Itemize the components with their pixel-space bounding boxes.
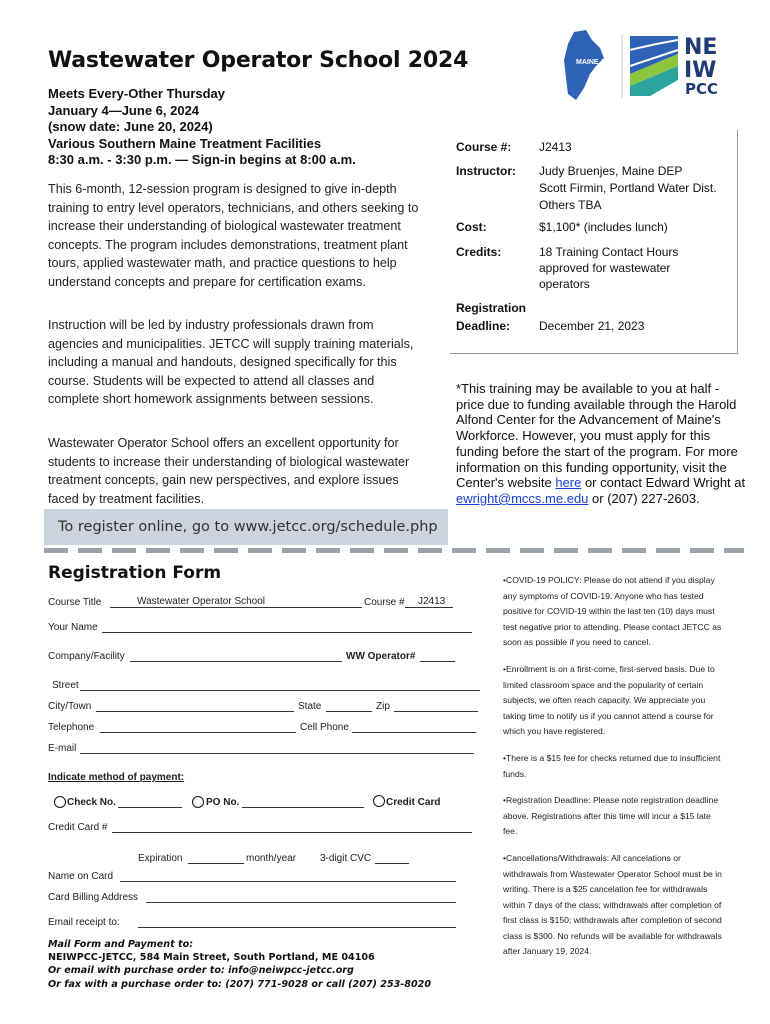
page-title: Wastewater Operator School 2024	[48, 48, 469, 73]
expiration-label: Expiration	[138, 853, 183, 864]
telephone-field[interactable]	[100, 732, 296, 733]
policies-column	[503, 573, 727, 971]
cost-label: Cost:	[456, 220, 487, 234]
payment-heading: Indicate method of payment:	[48, 772, 185, 783]
enrollment-policy: •Enrollment is on a first-come, first-served basis. Due to limited classroom space and the popularity of certain subjects, we often reach capacity. We appreciate you taking time to notify us if you cannot attend a course for which you have registered.	[503, 663, 715, 737]
cell-field[interactable]	[352, 732, 476, 733]
logos	[560, 30, 750, 102]
po-label: PO No.	[206, 797, 240, 808]
zip-label: Zip	[376, 701, 390, 712]
covid-policy: •COVID-19 POLICY: Please do not attend if you display any symptoms of COVID-19. Anyone who has tested positive for COVID-19 within the last ten (10) days must test negative prior to attending. Please contact JETCC as soon as possible if you need to cancel.	[503, 575, 722, 648]
course-num-value[interactable]: J2413	[418, 596, 446, 607]
neiwpcc-logo	[630, 35, 718, 98]
mail-line: Or email with purchase order to: info@neiwpcc-jetcc.org	[48, 965, 354, 977]
city-label: City/Town	[48, 701, 92, 712]
instructor-3: Others TBA	[539, 198, 602, 212]
returned-check-policy: •There is a $15 fee for checks returned due to insufficient funds.	[503, 752, 721, 779]
your-name-label: Your Name	[48, 622, 98, 633]
company-field[interactable]	[130, 661, 342, 662]
instruction-paragraph: Instruction will be led by industry professionals drawn from agencies and municipalities. JETCC will supply training materials, including a manual and handouts, designed specifically for this course. Students will be expected to attend all classes and complete short homework assignments between sessions.	[48, 318, 414, 406]
name-on-card-field[interactable]	[120, 881, 456, 882]
deadline-policy: •Registration Deadline: Please note registration deadline above. Registrations after this time will incur a $15 late fee.	[503, 795, 719, 837]
credits-3: operators	[539, 277, 590, 291]
month-year-label: month/year	[246, 853, 297, 864]
cell-label: Cell Phone	[300, 722, 349, 733]
ww-operator-field[interactable]	[420, 661, 455, 662]
note-text: *This training may be available to you at half -price due to funding available through the Harold Alfond Center for the Advancement of Maine's Workforce. However, you must apply for this funding before the start of the program. For more information on this funding opportunity, visit the Center's website	[456, 381, 738, 491]
email-label: E-mail	[48, 743, 77, 754]
credit-card-label: Credit Card	[386, 797, 441, 808]
billing-field[interactable]	[146, 902, 456, 903]
street-label: Street	[52, 680, 79, 691]
city-field[interactable]	[96, 711, 294, 712]
dashed-divider	[44, 548, 744, 553]
header-line: Meets Every-Other Thursday	[48, 86, 226, 101]
check-number-field[interactable]	[118, 807, 182, 808]
credits-1: 18 Training Contact Hours	[539, 245, 679, 259]
register-online-banner	[44, 509, 448, 545]
ww-operator-label: WW Operator#	[346, 651, 416, 662]
your-name-field[interactable]	[102, 632, 472, 633]
credits-2: approved for wastewater	[539, 261, 671, 275]
maine-jetcc-logo	[564, 30, 623, 100]
schedule-header	[48, 86, 356, 169]
neiwpcc-text-ne: NE	[684, 35, 718, 60]
note-text: or contact Edward Wright at	[581, 475, 746, 491]
instructor-label: Instructor:	[456, 164, 516, 178]
neiwpcc-text-pcc: PCC	[685, 80, 719, 98]
expiration-field[interactable]	[188, 863, 244, 864]
deadline-label-1: Registration	[456, 301, 527, 315]
course-number: J2413	[539, 140, 572, 154]
street-field[interactable]	[80, 690, 480, 691]
course-title-line	[110, 607, 362, 608]
po-number-field[interactable]	[242, 807, 364, 808]
header-line: 8:30 a.m. - 3:30 p.m. — Sign-in begins at 8:00 a.m.	[48, 152, 356, 167]
funding-note	[456, 381, 746, 507]
credit-card-radio[interactable]	[373, 795, 385, 807]
note-text: or (207) 227-2603.	[588, 490, 700, 506]
mail-line: Or fax with a purchase order to: (207) 771-9028 or call (207) 253-8020	[48, 978, 431, 990]
email-field[interactable]	[80, 753, 474, 754]
check-label: Check No.	[67, 797, 116, 808]
billing-label: Card Billing Address	[48, 892, 139, 903]
header-line: January 4—June 6, 2024	[48, 102, 200, 118]
course-label: Course #:	[456, 140, 512, 154]
email-link[interactable]: ewright@mccs.me.edu	[456, 490, 589, 506]
mail-instructions	[48, 938, 431, 991]
name-on-card-label: Name on Card	[48, 871, 114, 882]
state-field[interactable]	[326, 711, 372, 712]
cost-value: $1,100* (includes lunch)	[539, 220, 668, 234]
course-title-label: Course Title	[48, 597, 102, 608]
email-receipt-field[interactable]	[138, 927, 456, 928]
check-radio[interactable]	[54, 796, 66, 808]
course-title-value[interactable]: Wastewater Operator School	[137, 596, 266, 607]
course-info-box	[450, 130, 738, 354]
form-title: Registration Form	[48, 563, 222, 583]
telephone-label: Telephone	[48, 722, 95, 733]
zip-field[interactable]	[394, 711, 478, 712]
course-num-label: Course #	[364, 597, 405, 608]
mail-line: Mail Form and Payment to:	[48, 939, 194, 950]
header-line: (snow date: June 20, 2024)	[48, 119, 213, 134]
deadline-label-2: Deadline:	[456, 319, 511, 333]
instructor-1: Judy Bruenjes, Maine DEP	[539, 164, 683, 178]
credit-card-num-label: Credit Card #	[48, 822, 108, 833]
maine-jetcc-text: MAINE JETCC	[576, 59, 624, 66]
credit-card-num-field[interactable]	[112, 832, 472, 833]
company-label: Company/Facility	[48, 651, 125, 662]
deadline-value: December 21, 2023	[539, 319, 645, 333]
cvc-field[interactable]	[375, 863, 409, 864]
opportunity-paragraph: Wastewater Operator School offers an excellent opportunity for students to increase their understanding of biological wastewater treatment concepts, gain new perspectives, and explore issues faced by treatment facilities.	[48, 436, 410, 506]
mail-line: NEIWPCC-JETCC, 584 Main Street, South Portland, ME 04106	[48, 952, 375, 964]
description-paragraph: This 6-month, 12-session program is designed to give in-depth training to entry level operators, technicians, and others seeking to increase their understanding of biological wastewater treatment concepts. The program includes demonstrations, treatment plant tours, applied wastewater math, and practice questions to help understand concepts and prepare for certification exams.	[48, 182, 419, 289]
credits-label: Credits:	[456, 245, 502, 259]
po-radio[interactable]	[192, 796, 204, 808]
instructor-2: Scott Firmin, Portland Water Dist.	[539, 181, 717, 195]
course-num-line	[405, 607, 453, 608]
here-link[interactable]: here	[555, 475, 582, 491]
cancellation-policy: •Cancellations/Withdrawals: All cancelations or withdrawals from Wastewater Operator School must be in writing. There is a $25 cancelation fee for withdrawals within 7 days of the class; withdrawals after completion of first class is $150; withdrawals after completion of second class is $300. No refunds will be available for withdrawals after January 19, 2024.	[503, 852, 722, 957]
neiwpcc-text-iw: IW	[684, 58, 717, 83]
state-label: State	[298, 701, 322, 712]
email-receipt-label: Email receipt to:	[48, 917, 120, 928]
cvc-label: 3-digit CVC	[320, 853, 372, 864]
header-line: Various Southern Maine Treatment Facilities	[48, 135, 322, 151]
register-online-text: To register online, go to www.jetcc.org/schedule.php	[58, 519, 438, 535]
